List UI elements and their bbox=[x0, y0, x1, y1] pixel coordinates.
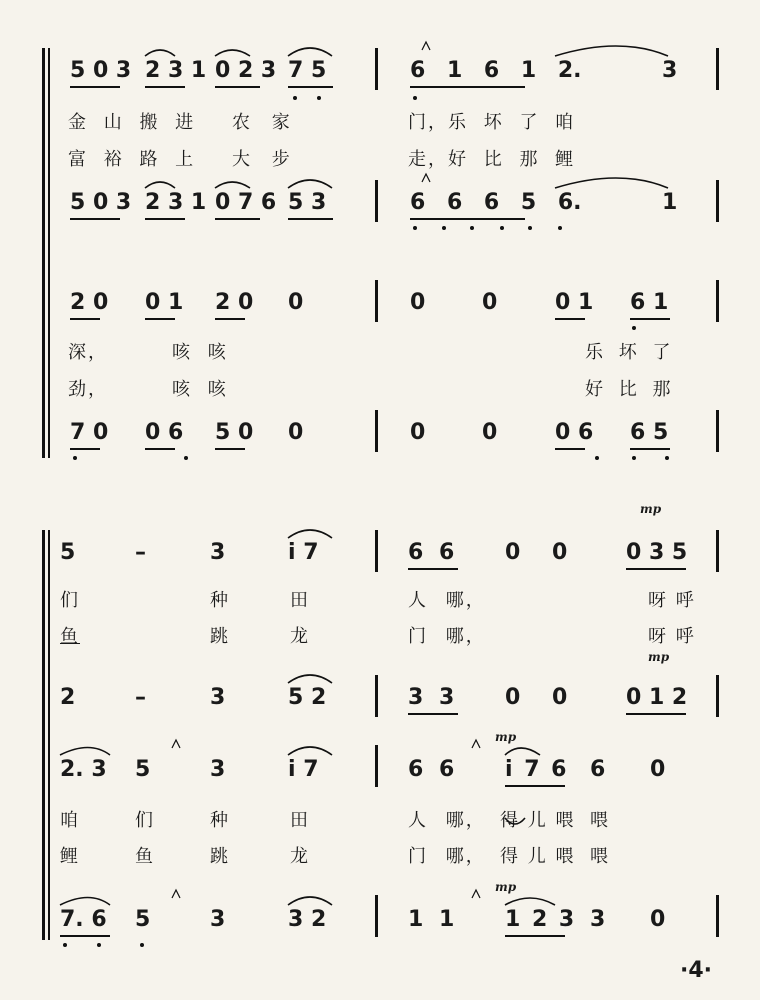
note-group: 1 bbox=[662, 190, 678, 215]
octave-dot bbox=[470, 226, 474, 230]
lyric: 跳 bbox=[210, 626, 230, 647]
lyric: 们 bbox=[135, 810, 155, 831]
lyric: 好 比 那 bbox=[585, 379, 673, 400]
note-group: 6 bbox=[590, 757, 606, 782]
dynamic-mark: mp bbox=[495, 880, 517, 894]
lyric: 得 儿 喂 bbox=[500, 846, 576, 867]
note-group: 2 0 bbox=[215, 290, 254, 315]
lyric: 种 bbox=[210, 810, 230, 831]
lyric: 门 哪， bbox=[408, 626, 486, 647]
page-number: ·4· bbox=[680, 958, 713, 983]
beam bbox=[145, 218, 185, 220]
beam bbox=[408, 568, 458, 570]
note-group: 7 0 bbox=[70, 420, 109, 445]
note-group: 5 bbox=[60, 540, 76, 565]
note-group: 0 bbox=[650, 757, 666, 782]
beam bbox=[145, 86, 185, 88]
note-group: 3 bbox=[210, 907, 226, 932]
beam bbox=[215, 86, 260, 88]
note-group: 7. 6 bbox=[60, 907, 107, 932]
note-group: 1 1 bbox=[408, 907, 455, 932]
lyric: 人 哪， bbox=[408, 590, 486, 611]
beam bbox=[288, 218, 333, 220]
note-group: – bbox=[135, 685, 146, 710]
beam bbox=[145, 448, 175, 450]
note-group: 5 2 bbox=[288, 685, 327, 710]
lyric: 鱼 bbox=[135, 846, 155, 867]
octave-dot bbox=[632, 456, 636, 460]
octave-dot bbox=[442, 226, 446, 230]
lyric: 门 哪， bbox=[408, 846, 486, 867]
lyric: 咱 bbox=[60, 810, 80, 831]
note-group: 0 6 bbox=[145, 420, 184, 445]
beam bbox=[60, 935, 110, 937]
note-group: 6 6 bbox=[408, 540, 455, 565]
octave-dot bbox=[317, 96, 321, 100]
note-group: 7 5 bbox=[288, 58, 327, 83]
lyric: 金 山 搬 进 bbox=[68, 112, 196, 133]
lyric: 走，好 比 那 鲤 bbox=[408, 149, 576, 170]
note-group: 0 7 6 bbox=[215, 190, 277, 215]
dynamic-mark: mp bbox=[648, 650, 670, 664]
note-group: 0 bbox=[505, 685, 521, 710]
beam bbox=[630, 448, 670, 450]
lyric: 咳 咳 bbox=[172, 342, 228, 363]
note-group: 6 6 bbox=[408, 757, 455, 782]
note-group: 3 bbox=[662, 58, 678, 83]
beam bbox=[215, 218, 260, 220]
octave-dot bbox=[558, 226, 562, 230]
dynamic-mark: mp bbox=[495, 730, 517, 744]
lyric: 门，乐 坏 了 咱 bbox=[408, 112, 576, 133]
beam bbox=[408, 713, 458, 715]
lyric: 喂 bbox=[590, 846, 610, 867]
beam bbox=[215, 448, 245, 450]
beam bbox=[410, 86, 525, 88]
lyric: 人 哪， bbox=[408, 810, 486, 831]
beam bbox=[505, 785, 565, 787]
note-group: 5 0 3 bbox=[70, 58, 132, 83]
note-group: 3 2 bbox=[288, 907, 327, 932]
note-group: 0 bbox=[288, 290, 304, 315]
note-group: 0 1 bbox=[145, 290, 184, 315]
beam bbox=[215, 318, 245, 320]
note-group: 2 3 1 bbox=[145, 190, 207, 215]
note-group: i 7 bbox=[288, 540, 319, 565]
note-group: 0 bbox=[482, 420, 498, 445]
note-group: 2 0 bbox=[70, 290, 109, 315]
lyric: 鲤 bbox=[60, 846, 80, 867]
lyric: 跳 bbox=[210, 846, 230, 867]
octave-dot bbox=[595, 456, 599, 460]
note-group: 3 bbox=[210, 540, 226, 565]
note-group: 0 bbox=[410, 420, 426, 445]
octave-dot bbox=[413, 96, 417, 100]
beam bbox=[145, 318, 175, 320]
beam bbox=[630, 318, 670, 320]
note-group: 5 3 bbox=[288, 190, 327, 215]
beam bbox=[505, 935, 565, 937]
lyric: 咳 咳 bbox=[172, 379, 228, 400]
beam bbox=[555, 318, 585, 320]
note-group: 2. 3 bbox=[60, 757, 107, 782]
note-group: 1 2 3 bbox=[505, 907, 575, 932]
note-group: 0 bbox=[505, 540, 521, 565]
beam bbox=[70, 86, 120, 88]
lyric: 富 裕 路 上 bbox=[68, 149, 196, 170]
octave-dot bbox=[73, 456, 77, 460]
lyric: 大 步 bbox=[232, 149, 292, 170]
beam bbox=[70, 448, 100, 450]
octave-dot bbox=[293, 96, 297, 100]
note-group: 0 bbox=[552, 540, 568, 565]
note-group: 0 bbox=[482, 290, 498, 315]
beam bbox=[288, 86, 333, 88]
lyric: 鱼 bbox=[60, 626, 80, 647]
beam bbox=[70, 218, 120, 220]
lyric: 们 bbox=[60, 590, 80, 611]
octave-dot bbox=[63, 943, 67, 947]
note-group: i 7 bbox=[288, 757, 319, 782]
octave-dot bbox=[184, 456, 188, 460]
note-group: 6 5 bbox=[630, 420, 669, 445]
note-group: 0 bbox=[288, 420, 304, 445]
lyric: 龙 bbox=[290, 846, 310, 867]
note-group: 0 1 2 bbox=[626, 685, 688, 710]
note-group: 5 0 bbox=[215, 420, 254, 445]
note-group: – bbox=[135, 540, 146, 565]
beam bbox=[555, 448, 585, 450]
note-group: 0 bbox=[552, 685, 568, 710]
octave-dot bbox=[500, 226, 504, 230]
lyric: 种 bbox=[210, 590, 230, 611]
note-group: 5 bbox=[135, 757, 151, 782]
note-group: 0 bbox=[650, 907, 666, 932]
note-group: 3 bbox=[590, 907, 606, 932]
lyric: 田 bbox=[290, 810, 310, 831]
beam bbox=[626, 713, 686, 715]
beam bbox=[626, 568, 686, 570]
octave-dot bbox=[413, 226, 417, 230]
lyric: 乐 坏 了 bbox=[585, 342, 673, 363]
lyric: 得 儿 喂 bbox=[500, 810, 576, 831]
note-group: 3 3 bbox=[408, 685, 455, 710]
lyric: 龙 bbox=[290, 626, 310, 647]
note-group: 6 6 6 5 6. bbox=[410, 190, 582, 215]
note-group: 6 1 6 1 2. bbox=[410, 58, 582, 83]
lyric: 农 家 bbox=[232, 112, 292, 133]
note-group: 0 6 bbox=[555, 420, 594, 445]
note-group: 2 bbox=[60, 685, 76, 710]
lyric: 呀 呼 bbox=[648, 590, 696, 611]
note-group: 5 0 3 bbox=[70, 190, 132, 215]
octave-dot bbox=[632, 326, 636, 330]
lyric: 喂 bbox=[590, 810, 610, 831]
beam bbox=[410, 218, 525, 220]
beam bbox=[70, 318, 100, 320]
note-group: 0 3 5 bbox=[626, 540, 688, 565]
octave-dot bbox=[97, 943, 101, 947]
lyric: 田 bbox=[290, 590, 310, 611]
note-group: 3 bbox=[210, 757, 226, 782]
octave-dot bbox=[665, 456, 669, 460]
note-group: 0 bbox=[410, 290, 426, 315]
lyric: 呀 呼 bbox=[648, 626, 696, 647]
note-group: 6 1 bbox=[630, 290, 669, 315]
octave-dot bbox=[528, 226, 532, 230]
lyric: 深， bbox=[68, 342, 108, 363]
note-group: 0 1 bbox=[555, 290, 594, 315]
note-group: 2 3 1 bbox=[145, 58, 207, 83]
note-group: 5 bbox=[135, 907, 151, 932]
dynamic-mark: mp bbox=[640, 502, 662, 516]
note-group: 3 bbox=[210, 685, 226, 710]
note-group: i 7 6 bbox=[505, 757, 567, 782]
note-group: 0 2 3 bbox=[215, 58, 277, 83]
octave-dot bbox=[140, 943, 144, 947]
lyric: 劲， bbox=[68, 379, 108, 400]
